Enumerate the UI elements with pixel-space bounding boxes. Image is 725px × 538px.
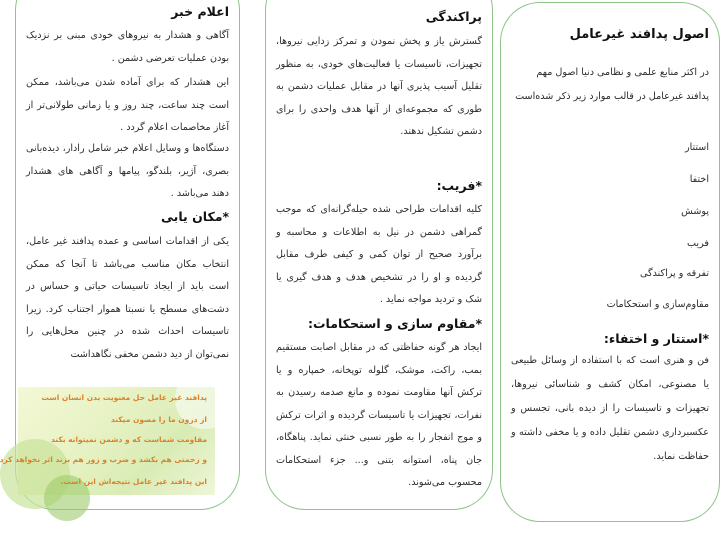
warning-text-2: این هشدار که برای آماده شدن می‌باشد، ممکن است چند ساعت، چند روز و یا زمانی طولانی‌تر از آغاز مخاصمات اعلام گردد . xyxy=(26,77,229,133)
banner-line: پدافند غیر عامل حل معنویت بدن انسان است xyxy=(41,393,207,402)
principle-item: تفرقه و پراکندگی xyxy=(640,268,709,279)
site-selection-heading: *مکان یابی xyxy=(161,209,229,224)
principle-item: اختفا xyxy=(689,174,709,185)
warning-text-1: آگاهی و هشدار به نیروهای خودی مبنی بر نزدیک بودن عملیات تعرضی دشمن . xyxy=(26,30,229,64)
principle-item: استتار xyxy=(684,142,709,153)
fortification-heading: *مقاوم سازی و استحکامات: xyxy=(307,316,482,331)
quote-banner-image xyxy=(0,387,215,495)
banner-line: و زحمتی هم بکشد و ضرب و زور هم بزند اثر نخواهد کرد xyxy=(0,455,207,464)
principle-item: پوشش xyxy=(681,206,709,217)
camouflage-text: فن و هنری است که با استفاده از وسائل طبیعی یا مصنوعی، امکان کشف و شناسائی نیروها، تجهیزات و تاسیسات را از دیده بانی، تجسس و عکسبرداری دشمن تقلیل داده و یا مخفی داشته و حفاظت نماید. xyxy=(511,355,709,462)
camouflage-heading: *استتار و اختفاء: xyxy=(603,331,709,346)
banner-line: مقاومت شماست که و دشمن نمیتوانه بکند xyxy=(50,435,207,444)
middle-panel xyxy=(265,0,493,510)
dispersion-text: گسترش یاز و پخش نمودن و تمرکز زدایی نیروها، تجهیزات، تاسیسات یا فعالیت‌های خودی، به منظور تقلیل آسیب پذیری آنها در مقابل عملیات دشمن به طوری که مجموعه‌ای از آنها هدف واحدی را برای دشمن تشکیل ندهند. xyxy=(276,36,482,137)
warning-text-3: دستگاه‌ها و وسایل اعلام خبر شامل رادار، دیده‌بانی بصری، آژیر، بلندگو، پیامها و آگاهی های هشدار دهند می‌باشد . xyxy=(26,143,229,199)
banner-line: از درون ما را مصون میکند xyxy=(110,415,207,424)
principles-title: اصول پدافند غیرعامل xyxy=(569,27,709,42)
deception-heading: *فریب: xyxy=(436,178,482,193)
principle-item: فریب xyxy=(687,238,709,249)
right-panel xyxy=(500,2,720,522)
dispersion-heading: پراکندگی xyxy=(425,9,482,24)
principle-item: مقاوم‌سازی و استحکامات xyxy=(606,299,709,310)
fortification-text: ایجاد هر گونه حفاظتی که در مقابل اصابت مستقیم بمب، راکت، موشک، گلوله توپخانه، خمپاره و یا ترکش آنها مقاومت نموده و مانع صدمه رسیدن به نفرات، تجهیزات یا تاسیسات گردیده و اثرات ترکش و موج انفجار را به طور نسبی خنثی نماید. پناهگاه، جان پناه، استوانه بتنی و... جزء استحکامات محسوب می‌شوند. xyxy=(276,342,482,488)
warning-heading: اعلام خبر xyxy=(171,4,229,19)
banner-line: این پدافند غیر عامل نتیجه‌اش این است. xyxy=(60,477,207,486)
site-selection-text: یکی از اقدامات اساسی و عمده پدافند غیر عامل، انتخاب مکان مناسب می‌باشد تا آنجا که ممکن است باید از ایجاد تاسیسات حیاتی و حساس در دشت‌های مسطح یا نسبتا هموار اجتناب کرد. زیرا تاسیسات احداث شده در چنین محل‌هایی را نمی‌توان از دید دشمن مخفی نگاهداشت xyxy=(26,236,229,360)
deception-text: کلیه اقدامات طراحی شده حیله‌گرانه‌ای که موجب گمراهی دشمن در نیل به اطلاعات و محاسبه و برآورد صحیح از توان کمی و کیفی طرف مقابل گردیده و او را در تشخیص هدف و هدف گیری یا شک و تردید مواجه نماید . xyxy=(276,204,482,305)
principles-intro: در اکثر منابع علمی و نظامی دنیا اصول مهم پدافند غیرعامل در قالب موارد زیر ذکر شده‌است xyxy=(515,67,709,102)
